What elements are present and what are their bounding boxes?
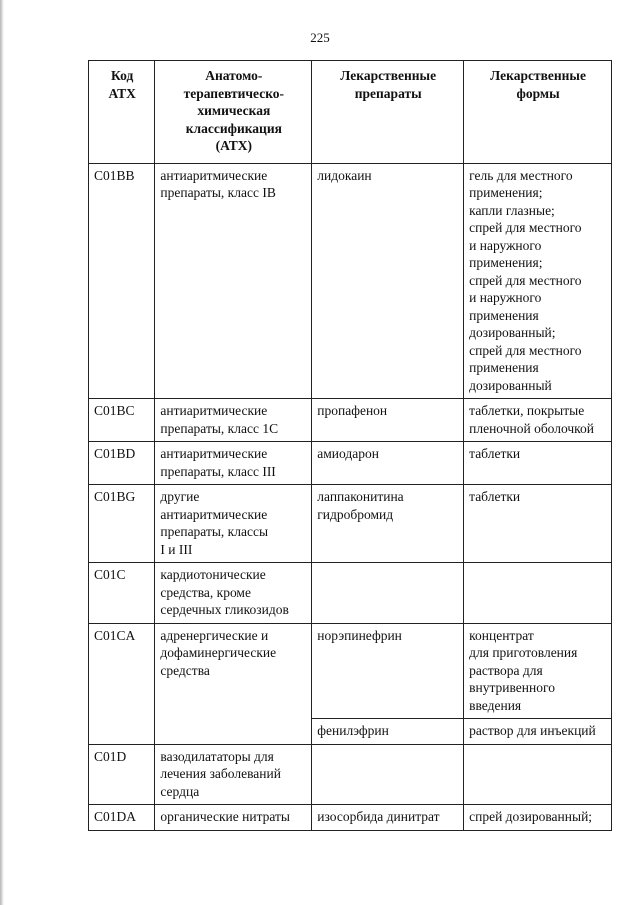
header-forms: Лекарственные формы xyxy=(464,61,612,164)
table-body xyxy=(89,163,612,830)
drug-cell xyxy=(312,744,464,805)
atx-code-cell: C01D xyxy=(89,744,155,805)
atx-code-cell: C01BB xyxy=(89,163,155,399)
header-drugs: Лекарственные препараты xyxy=(312,61,464,164)
header-code: Код АТХ xyxy=(89,61,155,164)
table-row xyxy=(89,163,612,399)
dosage-form-cell: раствор для инъекций xyxy=(464,719,612,745)
dosage-form-cell: таблетки xyxy=(464,485,612,563)
atx-code-cell: C01C xyxy=(89,563,155,624)
classification-cell: антиаритмические препараты, класс 1С xyxy=(155,399,312,442)
dosage-form-cell: спрей дозированный; xyxy=(464,805,612,831)
drug-cell: пропафенон xyxy=(312,399,464,442)
drug-cell: амиодарон xyxy=(312,442,464,485)
table-row xyxy=(89,399,612,442)
atx-classification-table xyxy=(88,60,612,831)
drug-cell: норэпинефрин xyxy=(312,623,464,719)
table-row xyxy=(89,744,612,805)
atx-code-cell: C01BC xyxy=(89,399,155,442)
table-row xyxy=(89,805,612,831)
classification-cell: кардиотонические средства, кроме сердечных гликозидов xyxy=(155,563,312,624)
drug-cell xyxy=(312,563,464,624)
atx-code-cell: C01DA xyxy=(89,805,155,831)
atx-code-cell: C01BD xyxy=(89,442,155,485)
drug-cell: фенилэфрин xyxy=(312,719,464,745)
table-row xyxy=(89,442,612,485)
classification-cell: вазодилататоры для лечения заболеваний сердца xyxy=(155,744,312,805)
table-row xyxy=(89,485,612,563)
dosage-form-cell: концентрат для приготовления раствора для внутривенного введения xyxy=(464,623,612,719)
dosage-form-cell xyxy=(464,744,612,805)
classification-cell: адренергические и дофаминергические средства xyxy=(155,623,312,744)
header-row xyxy=(89,61,612,164)
dosage-form-cell: гель для местного применения; капли глазные; спрей для местного и наружного применения; спрей для местного и наружного применения дозированный; спрей для местного применения дозированный xyxy=(464,163,612,399)
classification-cell: антиаритмические препараты, класс III xyxy=(155,442,312,485)
table-row xyxy=(89,623,612,719)
drug-cell: лаппаконитина гидробромид xyxy=(312,485,464,563)
header-classification: Анатомо- терапевтическо- химическая классификация (АТХ) xyxy=(155,61,312,164)
drug-cell: лидокаин xyxy=(312,163,464,399)
table-header xyxy=(89,61,612,164)
dosage-form-cell: таблетки xyxy=(464,442,612,485)
drug-cell: изосорбида динитрат xyxy=(312,805,464,831)
atx-code-cell: C01BG xyxy=(89,485,155,563)
dosage-form-cell xyxy=(464,563,612,624)
scan-edge-shadow xyxy=(0,0,4,905)
classification-cell: органические нитраты xyxy=(155,805,312,831)
classification-cell: другие антиаритмические препараты, классы I и III xyxy=(155,485,312,563)
atx-code-cell: C01CA xyxy=(89,623,155,744)
table-row xyxy=(89,563,612,624)
classification-cell: антиаритмические препараты, класс IB xyxy=(155,163,312,399)
dosage-form-cell: таблетки, покрытые пленочной оболочкой xyxy=(464,399,612,442)
page-number: 225 xyxy=(310,30,330,45)
